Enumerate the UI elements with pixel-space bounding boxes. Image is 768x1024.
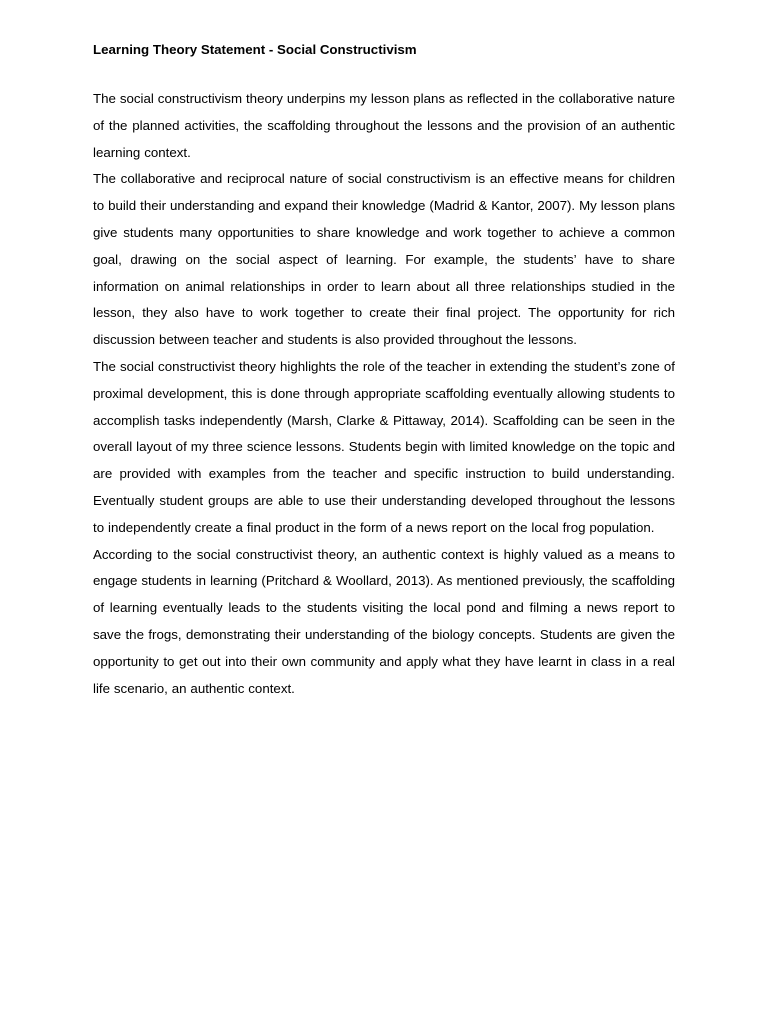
document-title: Learning Theory Statement - Social Constructivism bbox=[93, 42, 417, 57]
paragraph-scaffolding: The social constructivist theory highlights the role of the teacher in extending the student’s zone of proximal development, this is done through appropriate scaffolding eventually allowing students to accomplish tasks independently (Marsh, Clarke & Pittaway, 2014). Scaffolding can be seen in the overall layout of my three science lessons. Students begin with limited knowledge on the topic and are provided with examples from the teacher and specific instruction to build understanding. Eventually student groups are able to use their understanding developed throughout the lessons to independently create a final product in the form of a news report on the local frog population. bbox=[93, 358, 675, 535]
paragraph-collaboration: The collaborative and reciprocal nature of social constructivism is an effective means for children to build their understanding and expand their knowledge (Madrid & Kantor, 2007). My lesson plans give students many opportunities to share knowledge and work together to achieve a common goal, drawing on the social aspect of learning. For example, the students’ have to share information on animal relationships in order to learn about all three relationships studied in the lesson, they also have to work together to create their final project. The opportunity for rich discussion between teacher and students is also provided throughout the lessons. bbox=[93, 171, 675, 348]
paragraph-authentic-context: According to the social constructivist theory, an authentic context is highly valued as a means to engage students in learning (Pritchard & Woollard, 2013). As mentioned previously, the scaffolding of learning eventually leads to the students visiting the local pond and filming a news report to save the frogs, demonstrating their understanding of the biology concepts. Students are given the opportunity to get out into their own community and apply what they have learnt in class in a real life scenario, an authentic context. bbox=[93, 546, 675, 696]
paragraph-introduction: The social constructivism theory underpins my lesson plans as reflected in the collaborative nature of the planned activities, the scaffolding throughout the lessons and the provision of an authentic learning context. bbox=[93, 91, 675, 160]
document-page bbox=[93, 40, 675, 702]
